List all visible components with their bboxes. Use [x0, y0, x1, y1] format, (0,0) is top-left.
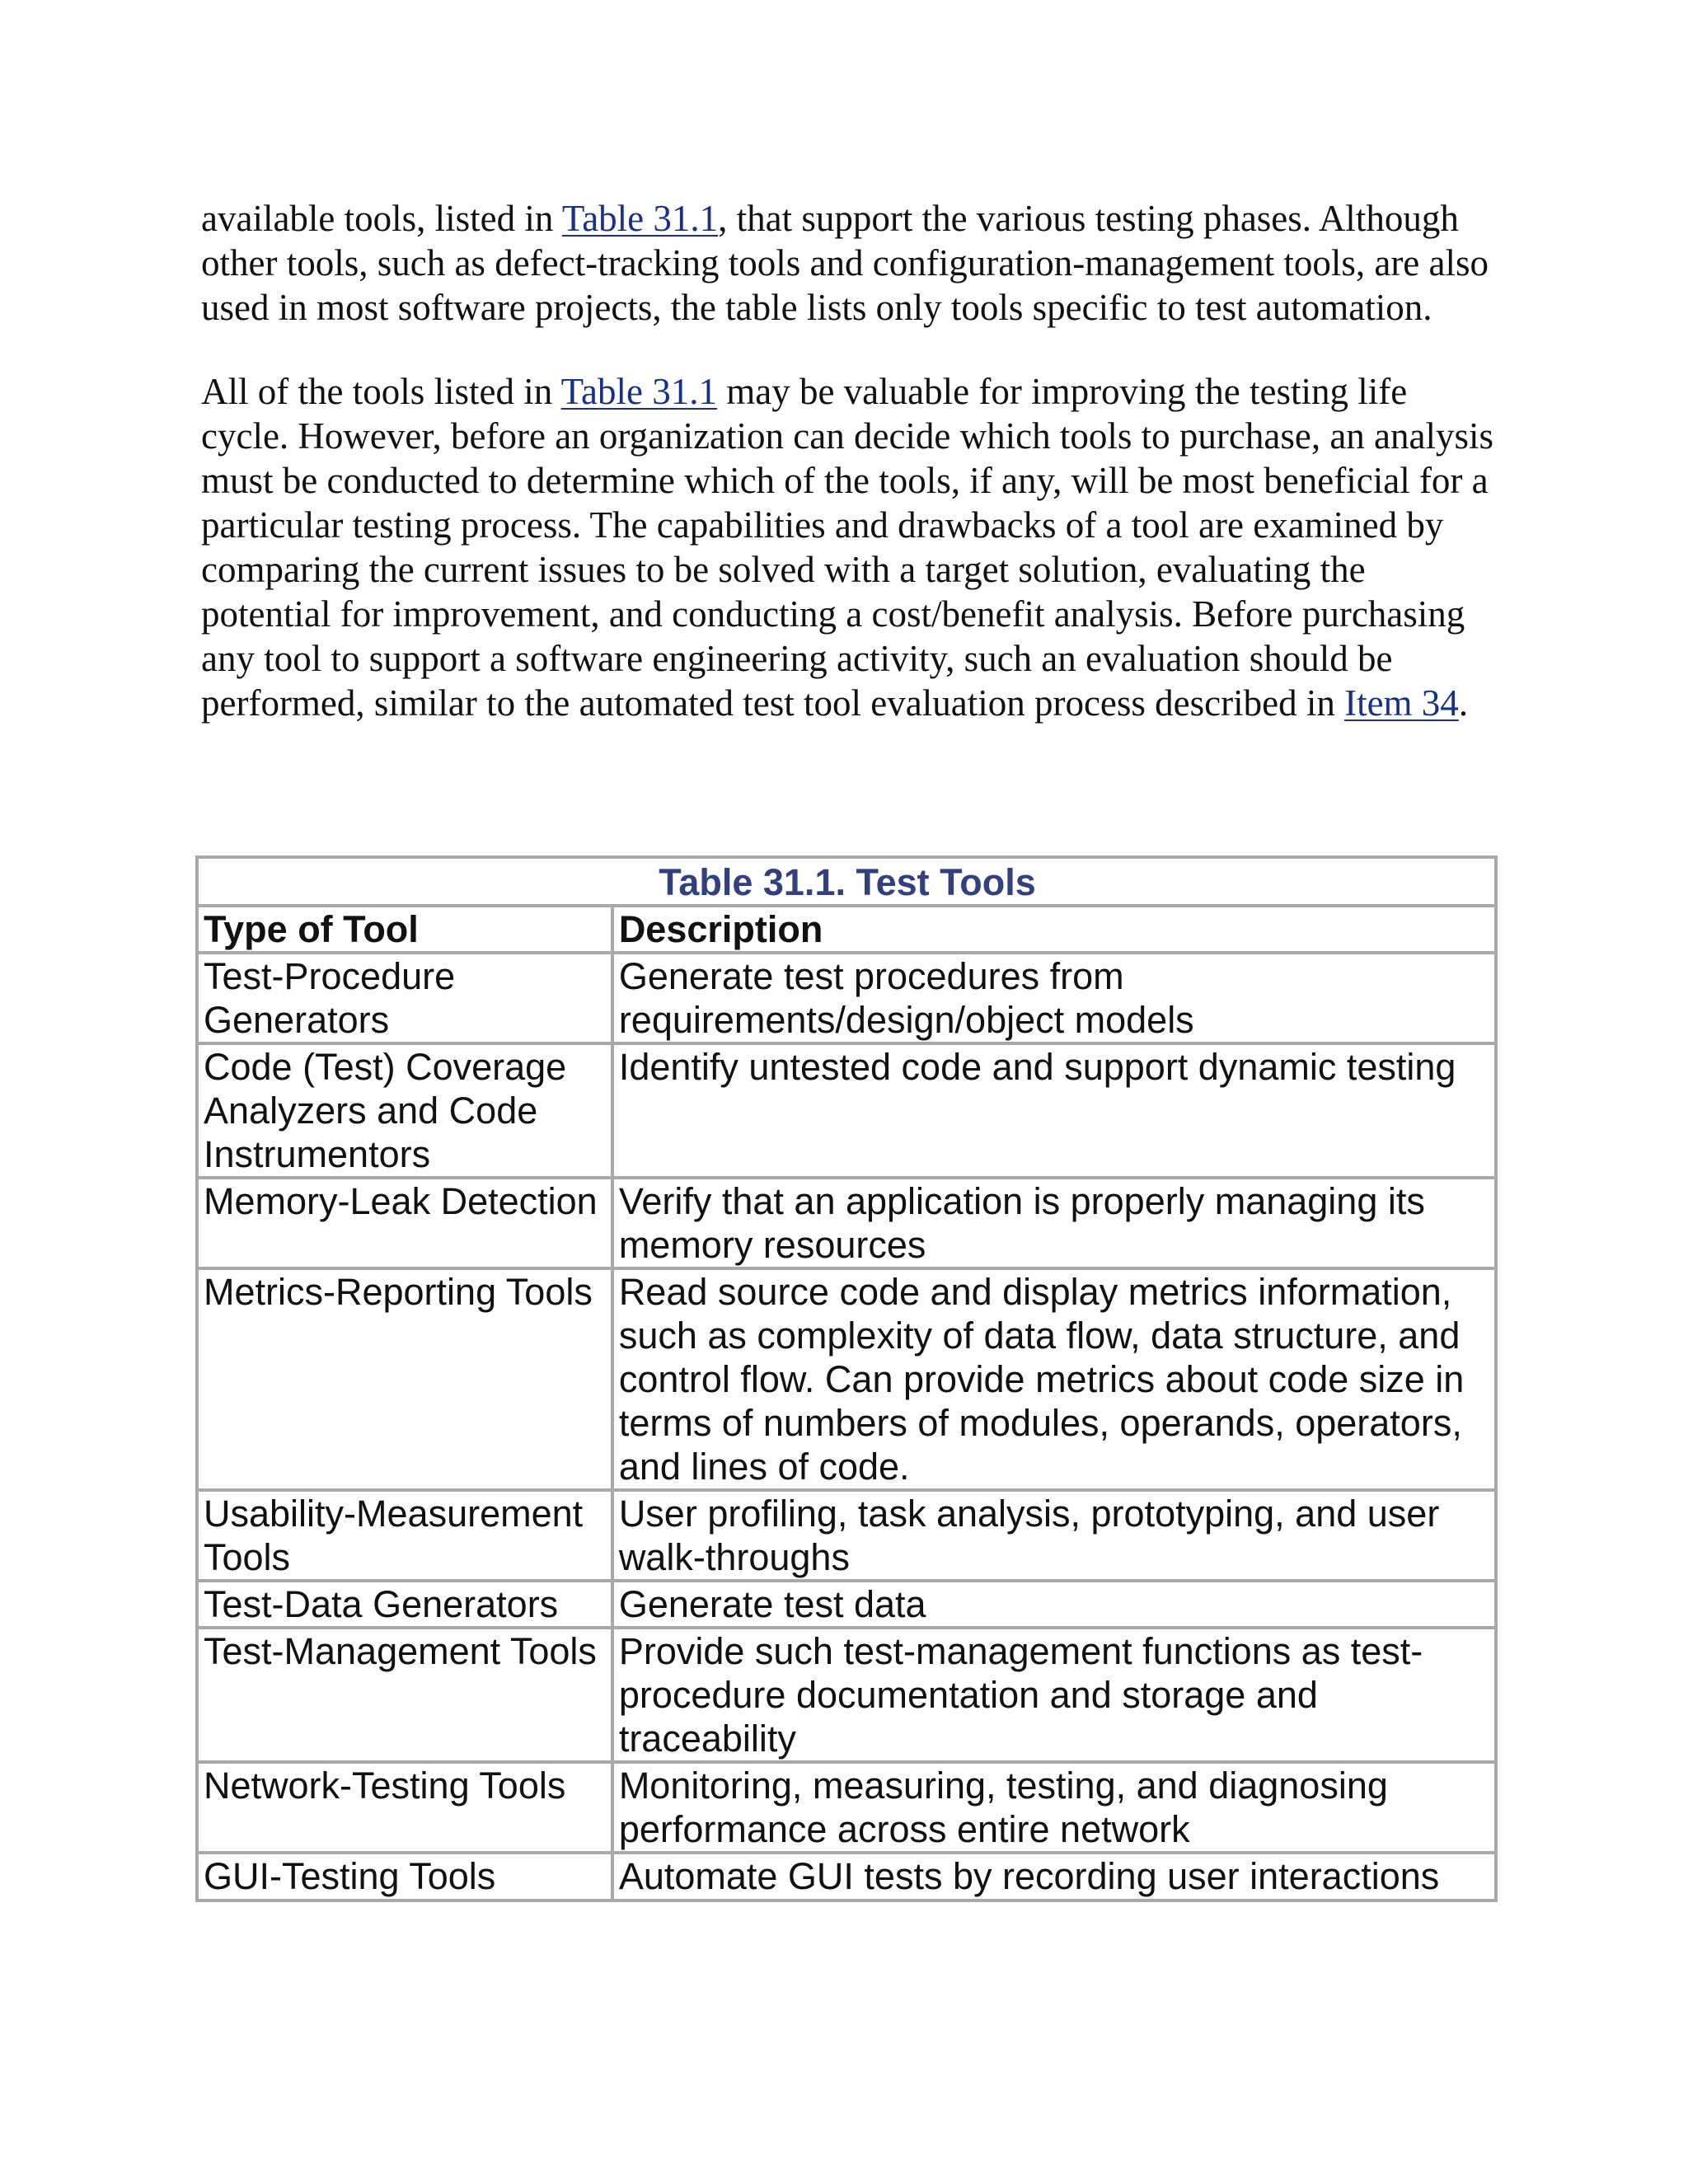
- header-description: Description: [612, 906, 1496, 953]
- table-row: [197, 1853, 1496, 1900]
- tool-type-cell: Usability-Measurement Tools: [197, 1490, 612, 1581]
- table-caption-row: [197, 857, 1496, 906]
- paragraph-2: [201, 369, 1503, 725]
- text-span: .: [1458, 682, 1469, 724]
- table-row: [197, 1268, 1496, 1490]
- tool-description-cell: Generate test data: [612, 1581, 1496, 1628]
- table-caption: Table 31.1. Test Tools: [197, 857, 1496, 906]
- text-span: All of the tools listed in: [201, 371, 561, 412]
- text-span: may be valuable for improving the testing life cycle. However, before an organization can decide which tools to purchase, an analysis must be conducted to determine which of the tools, if any, will be most beneficial for a particular testing process. The capabilities and drawbacks of a tool are examined by comparing the current issues to be solved with a target solution, evaluating the potential for improvement, and conducting a cost/benefit analysis. Before purchasing any tool to support a software engineering activity, such an evaluation should be performed, similar to the automated test tool evaluation process described in: [201, 371, 1494, 724]
- tool-type-cell: Code (Test) Coverage Analyzers and Code Instrumentors: [197, 1043, 612, 1178]
- table-row: [197, 953, 1496, 1043]
- table-header-row: [197, 906, 1496, 953]
- tool-type-cell: Network-Testing Tools: [197, 1762, 612, 1853]
- table-row: [197, 1581, 1496, 1628]
- table-31-1-link[interactable]: Table 31.1: [561, 198, 719, 239]
- text-span: available tools, listed in: [201, 198, 562, 239]
- tool-type-cell: Test-Management Tools: [197, 1628, 612, 1762]
- tool-description-cell: [612, 1853, 1496, 1900]
- body-text: [201, 196, 1503, 725]
- cell-text: Automate GUI tests by recording user interactions: [618, 1855, 1440, 1897]
- tool-description-cell: Read source code and display metrics information, such as complexity of data flow, data structure, and control flow. Can provide metrics about code size in terms of numbers of modules, operands, operators, and lines of code.: [612, 1268, 1496, 1490]
- item-34-link[interactable]: Item 34: [1344, 682, 1459, 724]
- tool-type-cell: Test-Procedure Generators: [197, 953, 612, 1043]
- tool-type-cell: Metrics-Reporting Tools: [197, 1268, 612, 1490]
- tool-description-cell: Verify that an application is properly managing its memory resources: [612, 1178, 1496, 1268]
- table-row: [197, 1043, 1496, 1178]
- tool-description-cell: Identify untested code and support dynamic testing: [612, 1043, 1496, 1178]
- tool-description-cell: Generate test procedures from requirements/design/object models: [612, 953, 1496, 1043]
- cell-text: GUI-Testing Tools: [204, 1855, 496, 1897]
- tool-description-cell: Provide such test-management functions as test-procedure documentation and storage and traceability: [612, 1628, 1496, 1762]
- tool-description-cell: User profiling, task analysis, prototyping, and user walk-throughs: [612, 1490, 1496, 1581]
- tool-description-cell: Monitoring, measuring, testing, and diagnosing performance across entire network: [612, 1762, 1496, 1853]
- paragraph-1: [201, 196, 1503, 330]
- test-tools-table: [195, 855, 1498, 1902]
- table-31-1-link[interactable]: Table 31.1: [560, 371, 717, 412]
- table-row: [197, 1178, 1496, 1268]
- text-span: , that support the various testing phases. Although other tools, such as defect-tracking tools and configuration-management tools, are also used in most software projects, the table lists only tools specific to test automation.: [201, 198, 1489, 328]
- tool-type-cell: Memory-Leak Detection: [197, 1178, 612, 1268]
- table-row: [197, 1490, 1496, 1581]
- tool-type-cell: Test-Data Generators: [197, 1581, 612, 1628]
- table-row: [197, 1628, 1496, 1762]
- header-type-of-tool: Type of Tool: [197, 906, 612, 953]
- tool-type-cell: [197, 1853, 612, 1900]
- table-row: [197, 1762, 1496, 1853]
